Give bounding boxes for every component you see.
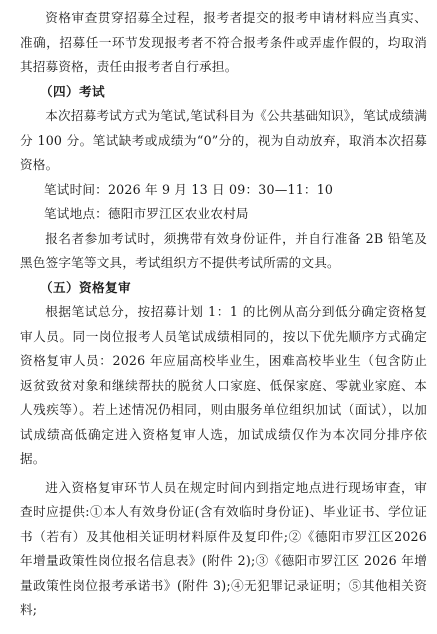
paragraph-qualification-review: 资格审查贯穿招募全过程，报考者提交的报考申请材料应当真实、准确，招募任一环节发现报考者不符合报考条件或弄虚作假的，均取消其招募资格，责任由报考者自行承担。 (20, 10, 427, 74)
section-heading-requalification: （五）资格复审 (40, 279, 131, 295)
exam-place: 笔试地点：德阳市罗江区农业农村局 (44, 206, 249, 221)
paragraph-requalification-rules: 根据笔试总分，按招募计划 1：1 的比例从高分到低分确定资格复审人员。同一岗位报考人员笔试成绩相同的，按以下优先顺序方式确定资格复审人员：2026 年应届高校毕业生，困难高校毕业生（包含防止返贫致贫对象和继续帮扶的脱贫人口家庭、低保家庭、零就业家庭、本人残疾等）。若上述情况仍相同，则由服务单位组织加试（面试），以加试成绩高低确定进入资格复审人选，加试成绩仅作为本次同分排序依据。 (20, 304, 427, 466)
paragraph-exam-requirements: 报名者参加考试时，须携带有效身份证件，并自行准备 2B 铅笔及黑色签字笔等文具，考试组织方不提供考试所需的文具。 (20, 230, 427, 270)
exam-time: 笔试时间：2026 年 9 月 13 日 09：30—11：10 (44, 181, 334, 197)
section-heading-exam: （四）考试 (40, 83, 105, 99)
paragraph-exam-method: 本次招募考试方式为笔试,笔试科目为《公共基础知识》，笔试成绩满分 100 分。笔试缺考或成绩为“0”分的，视为自动放弃，取消本次招募资格。 (20, 108, 427, 172)
paragraph-requalification-materials: 进入资格复审环节人员在规定时间内到指定地点进行现场审查，审查时应提供:①本人有效身份证(含有效临时身份证)、毕业证书、学位证书（若有）及其他相关证明材料原件及复印件;②《德阳市罗江区2026 年增量政策性岗位报名信息表》(附件 2);③《德阳市罗江区 2026 年增量政策性岗位报考承诺书》(附件 3);④无犯罪记录证明；⑤其他相关资料; (20, 479, 427, 617)
